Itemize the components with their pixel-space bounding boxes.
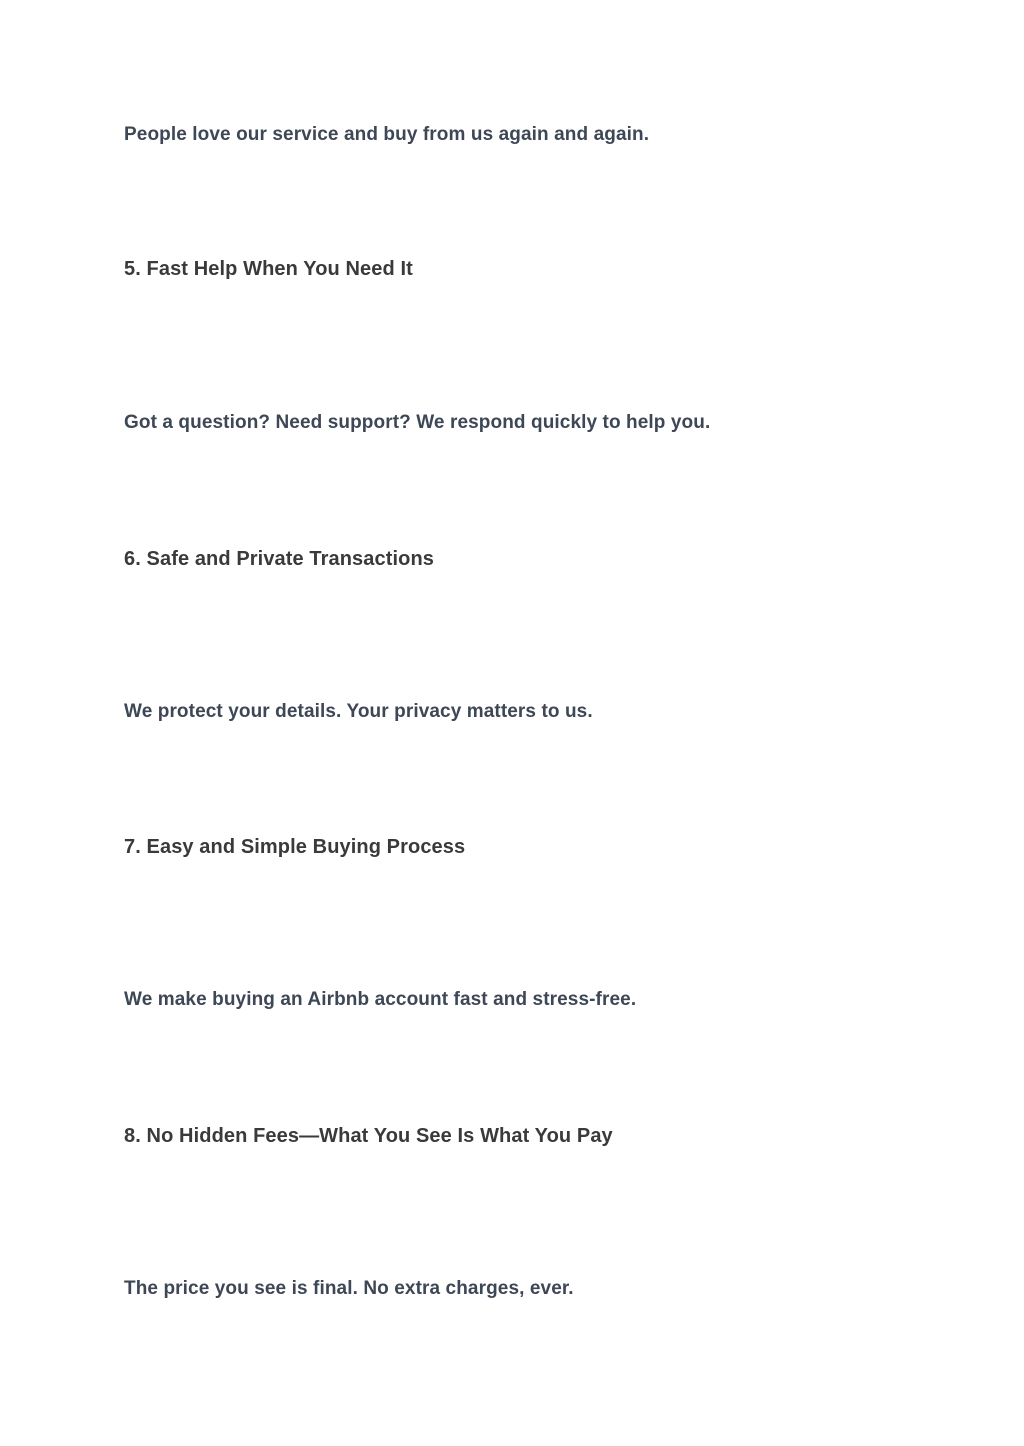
heading-safe-private-transactions: 6. Safe and Private Transactions [124, 548, 434, 570]
paragraph-final-price: The price you see is final. No extra charges, ever. [124, 1278, 574, 1299]
heading-easy-buying-process: 7. Easy and Simple Buying Process [124, 836, 466, 858]
paragraph-repeat-customers: People love our service and buy from us again and again. [124, 124, 650, 145]
paragraph-privacy: We protect your details. Your privacy matters to us. [124, 701, 593, 722]
paragraph-stress-free-buying: We make buying an Airbnb account fast and stress-free. [124, 989, 637, 1010]
heading-no-hidden-fees: 8. No Hidden Fees—What You See Is What You Pay [124, 1125, 613, 1147]
paragraph-support-response: Got a question? Need support? We respond quickly to help you. [124, 412, 711, 433]
heading-fast-help: 5. Fast Help When You Need It [124, 258, 413, 280]
